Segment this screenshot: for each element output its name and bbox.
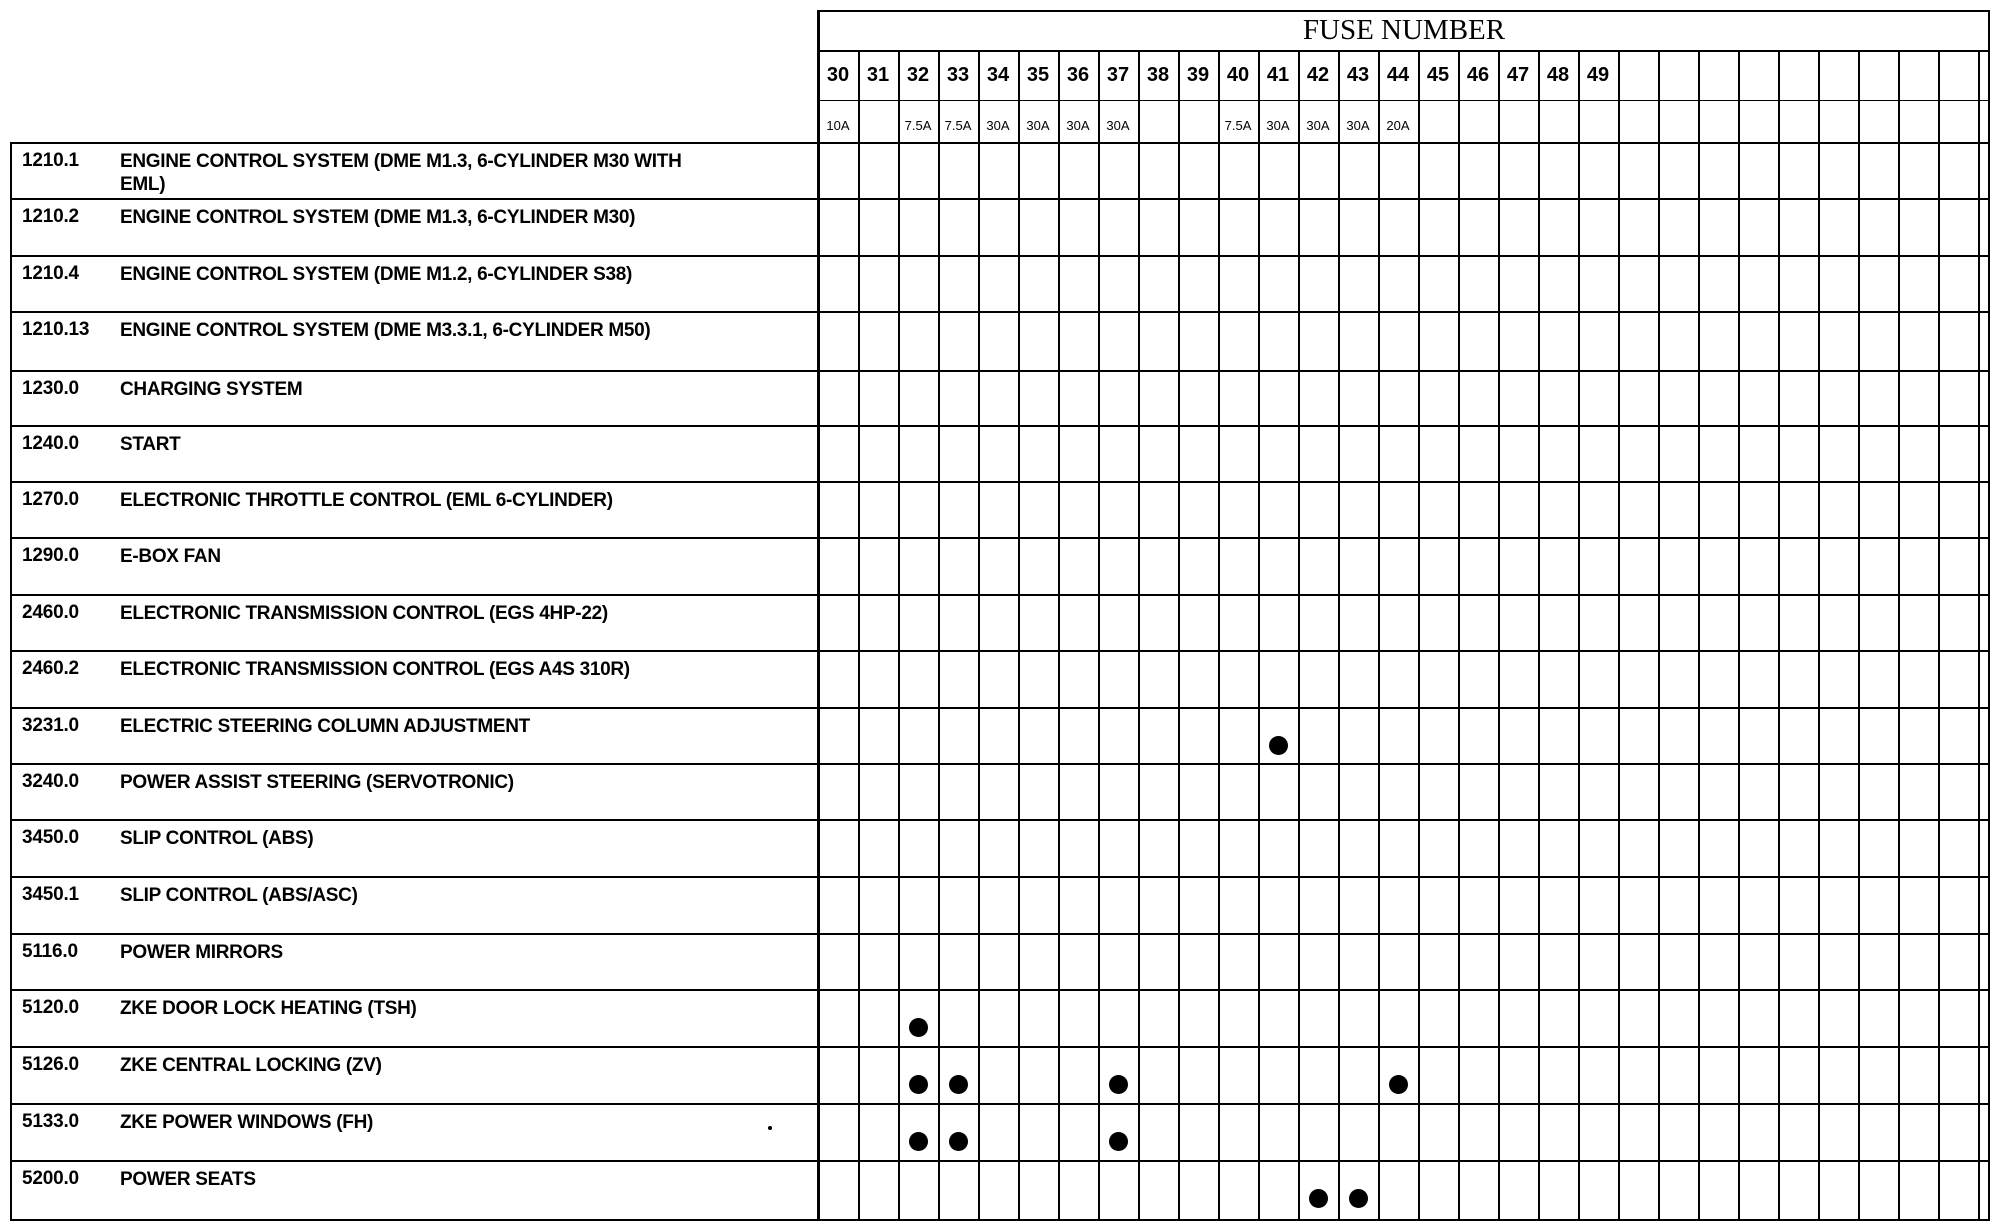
circuit-description: ELECTRONIC TRANSMISSION CONTROL (EGS A4S 310R) [120, 659, 630, 680]
circuit-code: 5116.0 [22, 941, 78, 962]
circuit-code: 1210.4 [22, 263, 79, 284]
fuse-usage-dot [1389, 1075, 1408, 1094]
circuit-description: POWER SEATS [120, 1169, 256, 1190]
fuse-number-30: 30 [826, 64, 850, 86]
circuit-description: E-BOX FAN [120, 546, 221, 567]
fuse-number-43: 43 [1346, 64, 1370, 86]
circuit-description: SLIP CONTROL (ABS/ASC) [120, 885, 358, 906]
fuse-number-42: 42 [1306, 64, 1330, 86]
fuse-number-45: 45 [1426, 64, 1450, 86]
circuit-code: 1230.0 [22, 378, 79, 399]
fuse-number-35: 35 [1026, 64, 1050, 86]
circuit-description: SLIP CONTROL (ABS) [120, 828, 314, 849]
circuit-row [10, 1103, 814, 1160]
fuse-usage-dot [1269, 736, 1288, 755]
rating-divider [818, 100, 1990, 101]
fuse-rating-40: 7.5A [1224, 118, 1252, 133]
circuit-row [10, 650, 814, 707]
circuit-code: 1210.13 [22, 319, 90, 340]
circuit-code: 1210.1 [22, 150, 79, 171]
fuse-number-40: 40 [1226, 64, 1250, 86]
circuit-row [10, 537, 814, 594]
fuse-rating-30: 10A [826, 118, 850, 133]
fuse-usage-dot [1309, 1189, 1328, 1208]
header-divider [818, 50, 1990, 52]
circuit-code: 2460.0 [22, 602, 79, 623]
circuit-row [10, 707, 814, 763]
circuit-row [10, 142, 814, 198]
fuse-rating-36: 30A [1066, 118, 1090, 133]
circuit-description: CHARGING SYSTEM [120, 379, 303, 400]
fuse-number-41: 41 [1266, 64, 1290, 86]
circuit-description: ZKE POWER WINDOWS (FH) [120, 1112, 374, 1133]
fuse-number-47: 47 [1506, 64, 1530, 86]
circuit-row [10, 989, 814, 1046]
fuse-usage-dot [1109, 1132, 1128, 1151]
circuit-description: ELECTRIC STEERING COLUMN ADJUSTMENT [120, 716, 530, 737]
circuit-row [10, 763, 814, 819]
circuit-description: ELECTRONIC TRANSMISSION CONTROL (EGS 4HP-22) [120, 603, 608, 624]
fuse-number-33: 33 [946, 64, 970, 86]
scan-speck [768, 1126, 772, 1130]
circuit-description: POWER ASSIST STEERING (SERVOTRONIC) [120, 772, 514, 793]
fuse-number-46: 46 [1466, 64, 1490, 86]
grid-right-border [1988, 10, 1990, 1221]
circuit-code: 1240.0 [22, 433, 79, 454]
circuit-code: 2460.2 [22, 658, 79, 679]
circuit-code: 5133.0 [22, 1111, 79, 1132]
circuit-description: ENGINE CONTROL SYSTEM (DME M1.2, 6-CYLINDER S38) [120, 264, 633, 285]
fuse-usage-dot [909, 1132, 928, 1151]
fuse-number-36: 36 [1066, 64, 1090, 86]
circuit-code: 1210.2 [22, 206, 79, 227]
circuit-row [10, 1046, 814, 1103]
circuit-row [10, 198, 814, 255]
fuse-usage-dot [1109, 1075, 1128, 1094]
circuit-code: 1290.0 [22, 545, 79, 566]
fuse-number-34: 34 [986, 64, 1010, 86]
circuit-row [10, 1160, 814, 1219]
fuse-rating-35: 30A [1026, 118, 1050, 133]
fuse-usage-dot [949, 1132, 968, 1151]
circuit-description: ENGINE CONTROL SYSTEM (DME M3.3.1, 6-CYLINDER M50) [120, 320, 651, 341]
circuit-code: 5200.0 [22, 1168, 79, 1189]
fuse-number-37: 37 [1106, 64, 1130, 86]
fuse-rating-34: 30A [986, 118, 1010, 133]
fuse-number-44: 44 [1386, 64, 1410, 86]
fuse-number-32: 32 [906, 64, 930, 86]
circuit-row [10, 876, 814, 933]
fuse-rating-42: 30A [1306, 118, 1330, 133]
circuit-description: START [120, 434, 181, 455]
fuse-number-31: 31 [866, 64, 890, 86]
fuse-usage-dot [909, 1018, 928, 1037]
grid-top-border [818, 10, 1990, 12]
circuit-row [10, 594, 814, 650]
circuit-row [10, 425, 814, 481]
circuit-row [10, 481, 814, 537]
fuse-number-49: 49 [1586, 64, 1610, 86]
circuit-row [10, 311, 814, 370]
fuse-rating-43: 30A [1346, 118, 1370, 133]
fuse-rating-33: 7.5A [944, 118, 972, 133]
fuse-number-title: FUSE NUMBER [1302, 14, 1506, 46]
grid-left-border [817, 10, 820, 1221]
row-divider [10, 1219, 1990, 1221]
fuse-rating-44: 20A [1386, 118, 1410, 133]
circuit-description: ENGINE CONTROL SYSTEM (DME M1.3, 6-CYLINDER M30 WITH EML) [120, 151, 682, 195]
circuit-description: ENGINE CONTROL SYSTEM (DME M1.3, 6-CYLINDER M30) [120, 207, 636, 228]
circuit-code: 3231.0 [22, 715, 79, 736]
circuit-row [10, 255, 814, 311]
fuse-rating-32: 7.5A [904, 118, 932, 133]
fuse-usage-dot [1349, 1189, 1368, 1208]
fuse-usage-dot [949, 1075, 968, 1094]
circuit-row [10, 370, 814, 425]
fuse-rating-37: 30A [1106, 118, 1130, 133]
circuit-row [10, 819, 814, 876]
circuit-description: POWER MIRRORS [120, 942, 283, 963]
circuit-code: 1270.0 [22, 489, 79, 510]
circuit-description: ELECTRONIC THROTTLE CONTROL (EML 6-CYLINDER) [120, 490, 613, 511]
circuit-description: ZKE DOOR LOCK HEATING (TSH) [120, 998, 417, 1019]
fuse-rating-41: 30A [1266, 118, 1290, 133]
circuit-code: 5120.0 [22, 997, 79, 1018]
circuit-row [10, 933, 814, 989]
fuse-usage-dot [909, 1075, 928, 1094]
circuit-code: 3240.0 [22, 771, 79, 792]
fuse-number-39: 39 [1186, 64, 1210, 86]
circuit-code: 3450.1 [22, 884, 79, 905]
fuse-number-38: 38 [1146, 64, 1170, 86]
circuit-description: ZKE CENTRAL LOCKING (ZV) [120, 1055, 382, 1076]
fuse-number-48: 48 [1546, 64, 1570, 86]
circuit-code: 5126.0 [22, 1054, 79, 1075]
circuit-code: 3450.0 [22, 827, 79, 848]
